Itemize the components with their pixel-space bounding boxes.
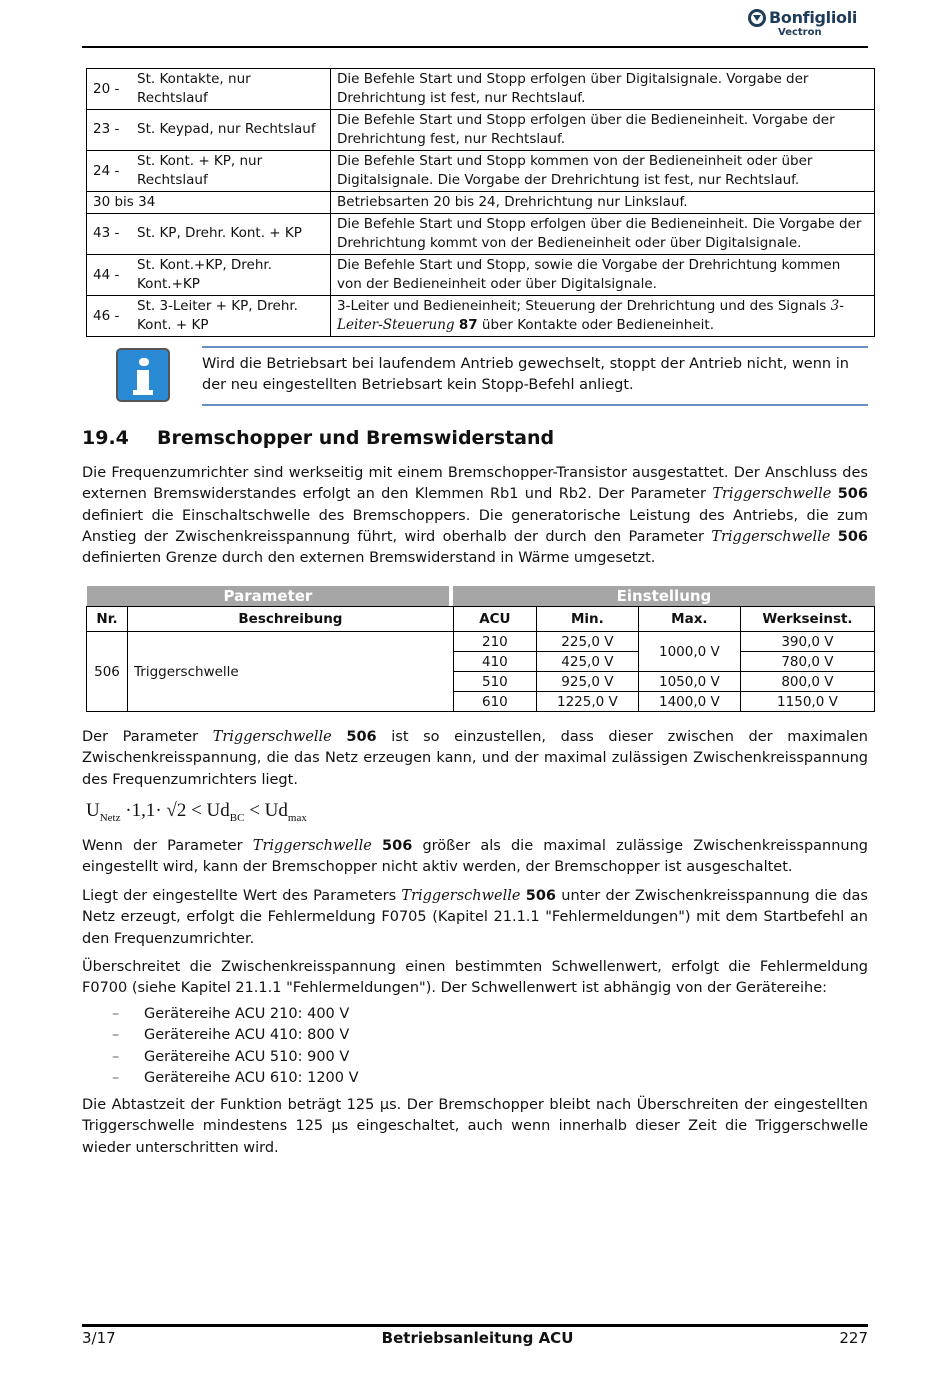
mode-description: 3-Leiter und Bedieneinheit; Steuerung der Drehrichtung und des Signals 3-Leiter-Steuerung 87 über Kontakte oder Bedieneinheit. [331,296,875,337]
mode-name: St. 3-Leiter + KP, Drehr. Kont. + KP [137,298,298,333]
mode-code: 30 bis 34 [87,192,331,214]
table-row [87,110,875,151]
param-nr: 506 [87,632,128,712]
group-header-parameter: Parameter [87,586,450,607]
paragraph-setting-range: Der Parameter Triggerschwelle 506 ist so einzustellen, dass dieser zwischen der maximalen Zwischenkreisspannung, die das Netz erzeugen kann, und der maximal zulässigen Zwischenkreisspannung des Frequenzumrichters liegt. [82,729,868,788]
footer-rule [82,1324,868,1327]
default-value: 780,0 V [740,652,874,672]
parameter-number: 87 [458,317,478,333]
table-row [87,255,875,296]
acu-value: 610 [453,692,536,712]
group-header-setting: Einstellung [453,586,874,607]
paragraph-threshold: Überschreitet die Zwischenkreisspannung einen bestimmten Schwellenwert, erfolgt die Fehlermeldung F0700 (siehe Kapitel 21.1.1 "Fehlermeldungen"). Der Schwellenwert ist abhängig von der Gerätereihe: [82,959,868,997]
footer-date: 3/17 [82,1329,116,1347]
parameter-number: 506 [525,888,557,904]
acu-value: 410 [453,652,536,672]
intro-paragraph: Die Frequenzumrichter sind werkseitig mit einem Bremschopper-Transistor ausgestattet. Der Anschluss des externen Bremswiderstandes erfolgt an den Klemmen Rb1 und Rb2. Der Parameter Triggerschwelle 506 definiert die Einschaltschwelle des Bremschoppers. Die generatorische Leistung des Antriebs, die zum Anstieg der Zwischenkreisspannung führt, wird oberhalb der durch den Parameter Triggerschwelle 506 definierten Grenze durch den externen Bremswiderstand in Wärme umgesetzt. [82,465,869,567]
note-rule-bottom [202,404,868,406]
page-number: 227 [839,1329,868,1347]
formula: $U_{Netz} \cdot 1,1\cdot √2 < Ud_{BC} < Ud_{max}$ [86,800,307,824]
mode-name: St. Kont.+KP, Drehr. Kont.+KP [137,257,273,292]
table-row [87,296,875,337]
brand-name: Bonfiglioli [769,8,858,27]
table-row [87,151,875,192]
mode-description: Die Befehle Start und Stopp erfolgen über die Bedieneinheit. Die Vorgabe der Drehrichtung kommt von der Bedieneinheit oder über Digitalsignale. [331,214,875,255]
list-item: – Gerätereihe ACU 610: 1200 V [112,1069,359,1086]
info-note [116,346,868,408]
col-max: Max. [638,607,740,632]
mode-code: 20 - [93,80,120,97]
note-text: Wird die Betriebsart bei laufendem Antrieb gewechselt, stoppt der Antrieb nicht, wenn in der neu eingestellten Betriebsart kein Stopp-Befehl anliegt. [202,356,849,393]
mode-name: St. Keypad, nur Rechtslauf [137,121,316,138]
parameter-number: 506 [382,838,413,854]
max-value: 1000,0 V [638,632,740,672]
default-value: 800,0 V [740,672,874,692]
parameter-reference: Triggerschwelle [212,729,332,745]
page-footer [82,1329,868,1347]
parameter-reference: Triggerschwelle [712,486,832,503]
header-rule [82,46,868,48]
col-description: Beschreibung [128,607,454,632]
list-item: – Gerätereihe ACU 510: 900 V [112,1048,350,1065]
min-value: 925,0 V [536,672,638,692]
info-icon [116,348,170,402]
list-item: – Gerätereihe ACU 410: 800 V [112,1027,350,1044]
min-value: 425,0 V [536,652,638,672]
table-row [87,69,875,110]
default-value: 390,0 V [740,632,874,652]
parameter-reference: Triggerschwelle [401,888,521,904]
parameter-reference: Triggerschwelle [252,838,372,854]
max-value: 1400,0 V [638,692,740,712]
default-value: 1150,0 V [740,692,874,712]
parameter-number: 506 [346,729,377,745]
section-title: Bremschopper und Bremswiderstand [157,427,555,449]
mode-name: St. Kont. + KP, nur Rechtslauf [137,153,263,188]
mode-code: 46 - [93,307,120,324]
operation-modes-table [86,68,875,337]
mode-name: St. KP, Drehr. Kont. + KP [137,225,302,242]
mode-description: Die Befehle Start und Stopp kommen von der Bedieneinheit oder über Digitalsignale. Die Vorgabe der Drehrichtung ist fest, nur Rechtslauf. [331,151,875,192]
acu-value: 510 [453,672,536,692]
note-rule-top [202,346,868,348]
col-min: Min. [536,607,638,632]
list-item: – Gerätereihe ACU 210: 400 V [112,1006,350,1022]
col-acu: ACU [453,607,536,632]
section-heading [82,427,554,449]
mode-description: Die Befehle Start und Stopp, sowie die Vorgabe der Drehrichtung kommen von der Bedieneinheit oder über Digitalsignale. [331,255,875,296]
mode-code: 23 - [93,121,120,138]
paragraph-too-high: Wenn der Parameter Triggerschwelle 506 größer als die maximal zulässige Zwischenkreisspannung eingestellt wird, kann der Bremschopper nicht aktiv werden, der Bremschopper ist ausgeschaltet. [82,838,869,876]
parameter-table [86,586,875,712]
paragraph-too-low: Liegt der eingestellte Wert des Parameters Triggerschwelle 506 unter der Zwischenkreisspannung die das Netz erzeugt, erfolgt die Fehlermeldung F0705 (Kapitel 21.1.1 "Fehlermeldungen") mit dem Startbefehl an den Frequenzumrichter. [82,888,868,947]
mode-description: Die Befehle Start und Stopp erfolgen über Digitalsignale. Vorgabe der Drehrichtung ist fest, nur Rechtslauf. [331,69,875,110]
mode-name: St. Kontakte, nur Rechtslauf [137,71,251,106]
col-default: Werkseinst. [740,607,874,632]
mode-description: Die Befehle Start und Stopp erfolgen über die Bedieneinheit. Vorgabe der Drehrichtung fest, nur Rechtslauf. [331,110,875,151]
parameter-reference: Triggerschwelle [711,528,831,545]
brand-logo [748,8,870,48]
acu-value: 210 [453,632,536,652]
brand-subname: Vectron [778,27,822,38]
min-value: 1225,0 V [536,692,638,712]
table-row [87,214,875,255]
table-row [87,192,875,214]
parameter-number: 506 [837,528,869,545]
paragraph-sampling-time: Die Abtastzeit der Funktion beträgt 125 µs. Der Bremschopper bleibt nach Überschreiten der eingestellten Triggerschwelle mindestens 125 µs eingeschaltet, auch wenn innerhalb dieser Zeit die Triggerschwelle wieder unterschritten wird. [82,1097,868,1156]
section-number: 19.4 [82,427,129,449]
mode-code: 44 - [93,266,120,283]
parameter-number: 506 [837,486,868,503]
table-row [87,632,875,652]
min-value: 225,0 V [536,632,638,652]
col-nr: Nr. [87,607,128,632]
mode-description: Betriebsarten 20 bis 24, Drehrichtung nur Linkslauf. [331,192,875,214]
footer-title: Betriebsanleitung ACU [381,1329,574,1347]
max-value: 1050,0 V [638,672,740,692]
param-description: Triggerschwelle [128,632,454,712]
mode-code: 24 - [93,162,120,179]
bonfiglioli-logo-icon [748,9,766,27]
device-series-list [112,1004,359,1089]
mode-code: 43 - [93,225,120,242]
parameter-reference: 3-Leiter-Steuerung [337,298,844,333]
